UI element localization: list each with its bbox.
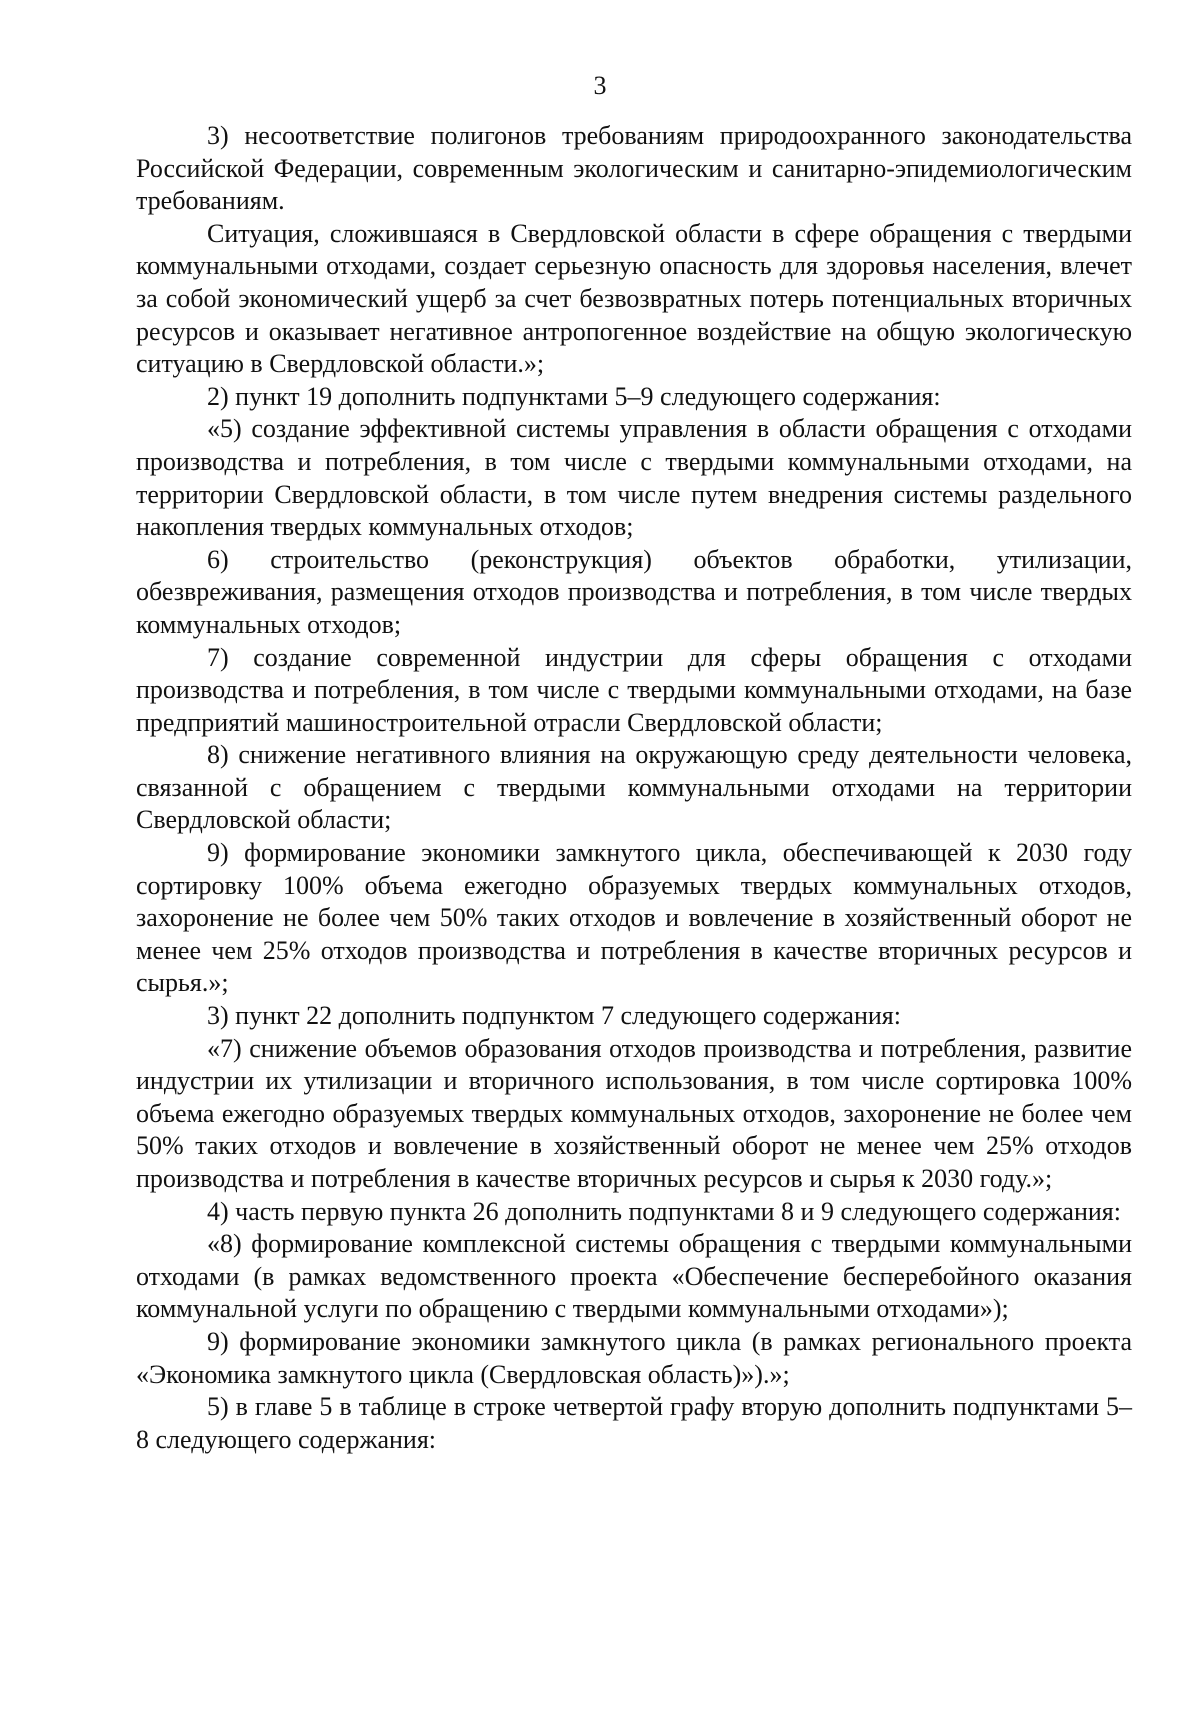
- paragraph: 3) пункт 22 дополнить подпунктом 7 следующего содержания:: [207, 1001, 901, 1031]
- paragraph: «8) формирование комплексной системы обращения с твердыми коммунальными отходами (в рамках ведомственного проекта «Обеспечение бесперебойного оказания коммунальной услуги по обращению с твердыми коммунальными отходами»);: [136, 1229, 1132, 1324]
- paragraph: 2) пункт 19 дополнить подпунктами 5–9 следующего содержания:: [207, 381, 941, 411]
- paragraph: 3) несоответствие полигонов требованиям природоохранного законодательства Российской Федерации, современным экологическим и санитарно-эпидемиологическим требованиям.: [136, 121, 1132, 216]
- paragraph: 4) часть первую пункта 26 дополнить подпунктами 8 и 9 следующего содержания:: [207, 1196, 1121, 1226]
- paragraph: 9) формирование экономики замкнутого цикла, обеспечивающей к 2030 году сортировку 100% объема ежегодно образуемых твердых коммунальных отходов, захоронение не более чем 50% таких отходов и вовлечение в хозяйственный оборот не менее чем 25% отходов производства и потребления в качестве вторичных ресурсов и сырья.»;: [136, 838, 1132, 998]
- paragraph: Ситуация, сложившаяся в Свердловской области в сфере обращения с твердыми коммунальными отходами, создает серьезную опасность для здоровья населения, влечет за собой экономический ущерб за счет безвозвратных потерь потенциальных вторичных ресурсов и оказывает негативное антропогенное воздействие на общую экологическую ситуацию в Свердловской области.»;: [136, 218, 1132, 379]
- paragraph: 6) строительство (реконструкция) объектов обработки, утилизации, обезвреживания, размещения отходов производства и потребления, в том числе твердых коммунальных отходов;: [136, 544, 1132, 639]
- paragraph: «5) создание эффективной системы управления в области обращения с отходами производства и потребления, в том числе с твердыми коммунальными отходами, на территории Свердловской области, в том числе путем внедрения системы раздельного накопления твердых коммунальных отходов;: [136, 414, 1132, 542]
- paragraph: 5) в главе 5 в таблице в строке четвертой графу вторую дополнить подпунктами 5–8 следующего содержания:: [136, 1392, 1132, 1454]
- paragraph: 9) формирование экономики замкнутого цикла (в рамках регионального проекта «Экономика замкнутого цикла (Свердловская область)»).»;: [136, 1326, 1132, 1389]
- document-body: [136, 120, 1132, 1456]
- paragraph: 8) снижение негативного влияния на окружающую среду деятельности человека, связанной с обращением с твердыми коммунальными отходами на территории Свердловской области;: [136, 740, 1132, 835]
- paragraph: 7) создание современной индустрии для сферы обращения с отходами производства и потребления, в том числе с твердыми коммунальными отходами, на базе предприятий машиностроительной отрасли Свердловской области;: [136, 642, 1132, 737]
- paragraph: «7) снижение объемов образования отходов производства и потребления, развитие индустрии их утилизации и вторичного использования, в том числе сортировка 100% объема ежегодно образуемых твердых коммунальных отходов, захоронение не более чем 50% таких отходов и вовлечение в хозяйственный оборот не менее чем 25% отходов производства и потребления в качестве вторичных ресурсов и сырья к 2030 году.»;: [136, 1033, 1132, 1193]
- page-number: 3: [593, 71, 607, 100]
